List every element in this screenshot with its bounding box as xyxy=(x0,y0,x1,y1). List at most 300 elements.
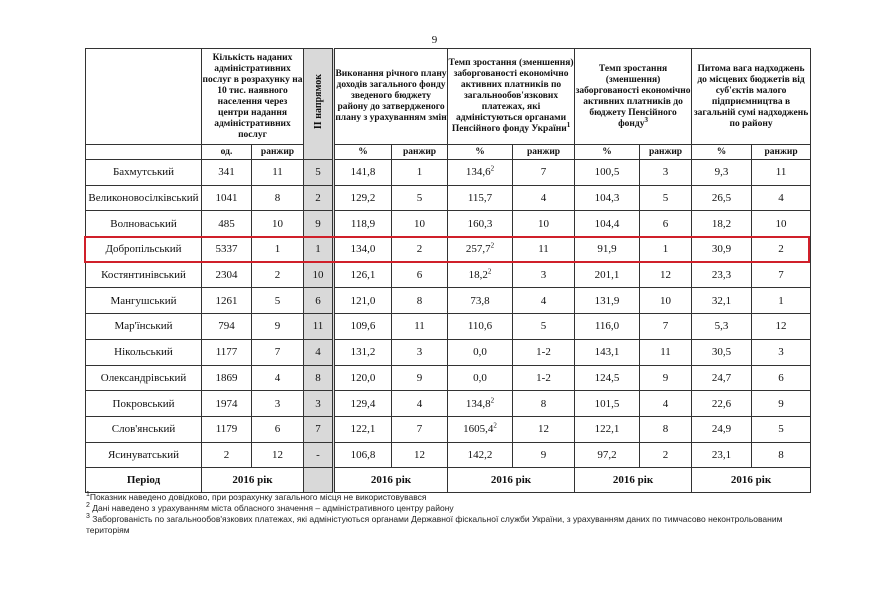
debt-fund-rank xyxy=(640,442,692,468)
small-business-rank-value: 8 xyxy=(778,448,784,461)
debt-admin-rank-value: 10 xyxy=(538,217,550,230)
services-rank xyxy=(252,416,304,442)
debt-admin-pct-sup: 2 xyxy=(490,241,495,250)
budget-plan-pct xyxy=(334,339,392,365)
services-count xyxy=(202,391,252,417)
budget-plan-pct-value: 120,0 xyxy=(350,371,376,384)
subheader-rank-2: ранжир xyxy=(392,145,448,160)
services-rank-value: 10 xyxy=(272,217,283,230)
small-business-rank xyxy=(752,442,811,468)
debt-admin-rank-value: 4 xyxy=(540,192,547,205)
services-count xyxy=(202,314,252,340)
debt-fund-rank-value: 5 xyxy=(662,192,669,205)
debt-admin-pct-value: 115,7 xyxy=(467,192,493,205)
district-name xyxy=(86,442,202,468)
services-count-value: 485 xyxy=(218,217,235,230)
services-rank-value: 1 xyxy=(274,243,281,256)
debt-fund-pct-value: 97,2 xyxy=(597,448,617,461)
table-row xyxy=(86,160,811,186)
district-name-value: Слов'янський xyxy=(111,423,176,436)
debt-fund-rank xyxy=(640,262,692,288)
services-rank xyxy=(252,237,304,263)
district-name-value: Добропільський xyxy=(105,243,182,256)
debt-admin-rank xyxy=(513,288,575,314)
district-name-value: Нікольський xyxy=(114,346,173,359)
debt-admin-rank-value: 4 xyxy=(540,294,547,307)
header-budget-plan: Виконання річного плану доходів загального фонду зведеного бюджету району до затвердженого плану з урахуванням змін xyxy=(334,49,448,145)
debt-fund-pct xyxy=(575,391,640,417)
debt-fund-rank xyxy=(640,160,692,186)
services-count-value: 1177 xyxy=(215,346,238,359)
services-rank xyxy=(252,391,304,417)
debt-fund-pct xyxy=(575,314,640,340)
subheader-blank xyxy=(86,145,202,160)
debt-fund-pct-value: 104,3 xyxy=(594,192,620,205)
debt-admin-pct-value: 0,0 xyxy=(473,346,487,359)
debt-fund-pct-value: 101,5 xyxy=(594,397,620,410)
small-business-rank xyxy=(752,365,811,391)
direction-rank xyxy=(304,339,334,365)
services-count-value: 1869 xyxy=(215,371,238,384)
small-business-pct xyxy=(692,262,752,288)
period-year-5: 2016 рік xyxy=(692,468,811,493)
small-business-rank-value: 3 xyxy=(778,346,784,359)
services-rank xyxy=(252,211,304,237)
debt-fund-rank-value: 7 xyxy=(662,320,669,333)
table-row xyxy=(86,365,811,391)
budget-plan-pct xyxy=(334,416,392,442)
subheader-od: од. xyxy=(202,145,252,160)
direction-rank-value: 1 xyxy=(315,243,321,256)
period-year-3: 2016 рік xyxy=(448,468,575,493)
debt-fund-rank-value: 3 xyxy=(662,166,669,179)
services-rank-value: 2 xyxy=(274,269,281,282)
header-debt-pension-admin-sup: 1 xyxy=(566,120,571,129)
debt-fund-pct xyxy=(575,339,640,365)
debt-fund-pct xyxy=(575,160,640,186)
table-row xyxy=(86,339,811,365)
services-count xyxy=(202,339,252,365)
budget-plan-rank xyxy=(392,391,448,417)
small-business-pct xyxy=(692,416,752,442)
footnote-3-mark: 3 xyxy=(86,513,90,521)
debt-admin-pct xyxy=(448,211,513,237)
table-row xyxy=(86,391,811,417)
services-count xyxy=(202,416,252,442)
small-business-pct xyxy=(692,442,752,468)
budget-plan-pct-value: 134,0 xyxy=(350,243,376,256)
services-rank-value: 5 xyxy=(274,294,281,307)
debt-fund-pct-value: 104,4 xyxy=(594,217,620,230)
small-business-rank xyxy=(752,185,811,211)
debt-fund-rank xyxy=(640,339,692,365)
small-business-rank-value: 7 xyxy=(778,269,784,282)
small-business-rank xyxy=(752,339,811,365)
small-business-rank-value: 4 xyxy=(778,192,784,205)
district-name-value: Олександрівський xyxy=(100,371,187,384)
table-row xyxy=(86,211,811,237)
debt-fund-pct-value: 124,5 xyxy=(594,371,620,384)
services-count xyxy=(202,442,252,468)
ranking-table xyxy=(85,48,811,493)
debt-fund-rank xyxy=(640,288,692,314)
page-number: 9 xyxy=(431,34,438,46)
subheader-pct-3: % xyxy=(575,145,640,160)
small-business-pct xyxy=(692,160,752,186)
budget-plan-pct-value: 109,6 xyxy=(350,320,376,333)
budget-plan-pct-value: 129,2 xyxy=(350,192,376,205)
debt-admin-rank-value: 5 xyxy=(540,320,547,333)
debt-admin-rank xyxy=(513,416,575,442)
debt-admin-pct xyxy=(448,339,513,365)
district-name xyxy=(86,391,202,417)
header-blank xyxy=(86,49,202,145)
header-admin-services: Кількість наданих адміністративних послуг в розрахунку на 10 тис. наявного населення через центри надання адміністративних послуг xyxy=(202,49,304,145)
footnote-2-text: Дані наведено з урахуванням міста обласного значення – адміністративного центру району xyxy=(92,503,454,513)
small-business-rank-value: 2 xyxy=(778,243,784,256)
debt-admin-rank xyxy=(513,185,575,211)
budget-plan-pct xyxy=(334,160,392,186)
district-name xyxy=(86,262,202,288)
district-name-value: Мангушський xyxy=(110,294,177,307)
debt-fund-rank xyxy=(640,314,692,340)
budget-plan-pct-value: 129,4 xyxy=(350,397,376,410)
budget-plan-rank xyxy=(392,211,448,237)
budget-plan-rank-value: 2 xyxy=(416,243,423,256)
debt-admin-pct-sup: 2 xyxy=(490,395,495,404)
budget-plan-pct-value: 141,8 xyxy=(350,166,376,179)
debt-admin-pct-value: 18,2 xyxy=(468,269,488,282)
services-rank xyxy=(252,288,304,314)
debt-fund-pct xyxy=(575,365,640,391)
district-name-value: Костянтинівський xyxy=(101,269,186,282)
district-name xyxy=(86,365,202,391)
small-business-rank xyxy=(752,211,811,237)
debt-admin-rank xyxy=(513,237,575,263)
subheader-rank-5: ранжир xyxy=(752,145,811,160)
budget-plan-pct xyxy=(334,442,392,468)
district-name-value: Покровський xyxy=(112,397,175,410)
small-business-rank xyxy=(752,237,811,263)
period-direction-cell xyxy=(304,468,334,493)
debt-admin-rank-value: 8 xyxy=(540,397,547,410)
services-rank xyxy=(252,314,304,340)
services-count-value: 794 xyxy=(218,320,235,333)
subheader-rank-4: ранжир xyxy=(640,145,692,160)
debt-admin-rank-value: 11 xyxy=(538,243,549,256)
subheader-rank-3: ранжир xyxy=(513,145,575,160)
table-row xyxy=(86,442,811,468)
services-count xyxy=(202,288,252,314)
district-name xyxy=(86,314,202,340)
services-count-value: 2 xyxy=(223,448,230,461)
small-business-pct-value: 22,6 xyxy=(711,397,732,410)
direction-rank-value: - xyxy=(316,448,320,461)
direction-2-label: ІІ напрямок xyxy=(312,74,324,130)
budget-plan-pct xyxy=(334,262,392,288)
header-small-business-share: Питома вага надходжень до місцевих бюджетів від суб'єктів малого підприємництва в загальній сумі надходжень по району xyxy=(692,49,811,145)
debt-fund-rank-value: 12 xyxy=(660,269,672,282)
debt-fund-pct xyxy=(575,288,640,314)
budget-plan-pct xyxy=(334,288,392,314)
direction-rank xyxy=(304,288,334,314)
table-row xyxy=(86,314,811,340)
budget-plan-rank-value: 1 xyxy=(416,166,423,179)
budget-plan-pct-value: 122,1 xyxy=(350,423,376,436)
small-business-pct xyxy=(692,211,752,237)
budget-plan-rank xyxy=(392,185,448,211)
debt-fund-pct xyxy=(575,262,640,288)
direction-rank xyxy=(304,365,334,391)
small-business-pct-value: 26,5 xyxy=(711,192,732,205)
small-business-rank-value: 1 xyxy=(778,294,784,307)
debt-admin-pct xyxy=(448,391,513,417)
district-name-value: Мар'їнський xyxy=(114,320,173,333)
budget-plan-pct-value: 126,1 xyxy=(350,269,376,282)
services-rank-value: 12 xyxy=(272,448,283,461)
budget-plan-pct xyxy=(334,185,392,211)
direction-rank-value: 3 xyxy=(315,397,321,410)
debt-admin-pct-value: 134,8 xyxy=(465,397,491,410)
debt-admin-rank xyxy=(513,391,575,417)
direction-rank xyxy=(304,262,334,288)
debt-fund-pct-value: 201,1 xyxy=(594,269,620,282)
debt-admin-pct xyxy=(448,262,513,288)
services-count xyxy=(202,237,252,263)
footnote-3-text: Заборгованість по загальнообов'язкових платежах, які адміністуються органами Державної фіскальної служби України, з урахуванням даних по тимчасово неконтрольованим територіям xyxy=(86,514,783,535)
table-row xyxy=(86,288,811,314)
debt-fund-rank xyxy=(640,211,692,237)
debt-fund-pct-value: 122,1 xyxy=(594,423,620,436)
district-name xyxy=(86,288,202,314)
budget-plan-pct-value: 118,9 xyxy=(350,217,376,230)
debt-fund-rank xyxy=(640,391,692,417)
budget-plan-rank-value: 11 xyxy=(414,320,425,333)
services-count xyxy=(202,211,252,237)
budget-plan-rank-value: 10 xyxy=(414,217,426,230)
debt-fund-rank-value: 1 xyxy=(662,243,669,256)
district-name-value: Ясинуватський xyxy=(107,448,180,461)
district-name-value: Волноваський xyxy=(110,217,177,230)
services-count-value: 1041 xyxy=(215,192,238,205)
small-business-rank xyxy=(752,416,811,442)
district-name-value: Бахмутський xyxy=(112,166,175,179)
direction-rank-value: 10 xyxy=(312,269,324,282)
header-direction-2 xyxy=(304,49,334,160)
debt-admin-rank xyxy=(513,365,575,391)
services-count-value: 341 xyxy=(218,166,235,179)
direction-rank xyxy=(304,160,334,186)
table-body xyxy=(86,160,811,468)
direction-rank-value: 7 xyxy=(315,423,321,436)
budget-plan-rank-value: 7 xyxy=(416,423,423,436)
debt-admin-pct xyxy=(448,365,513,391)
small-business-pct xyxy=(692,314,752,340)
small-business-pct-value: 23,3 xyxy=(711,269,732,282)
header-debt-pension-admin xyxy=(448,49,575,145)
debt-admin-pct-value: 1605,4 xyxy=(463,423,494,436)
footnotes xyxy=(86,492,806,536)
services-count-value: 1261 xyxy=(215,294,238,307)
debt-fund-pct-value: 100,5 xyxy=(594,166,620,179)
district-name xyxy=(86,237,202,263)
services-rank xyxy=(252,365,304,391)
district-name-value: Великоновосілківський xyxy=(88,192,199,205)
debt-admin-pct xyxy=(448,288,513,314)
header-debt-pension-fund-text: Темп зростання (зменшення) заборгованості економічно активних платників до бюджету Пенсійного фонду xyxy=(575,63,691,129)
district-name xyxy=(86,185,202,211)
small-business-pct-value: 30,5 xyxy=(711,346,732,359)
services-rank-value: 4 xyxy=(274,371,281,384)
district-name xyxy=(86,339,202,365)
services-rank-value: 6 xyxy=(274,423,281,436)
small-business-pct xyxy=(692,288,752,314)
small-business-rank-value: 10 xyxy=(775,217,787,230)
period-year-1: 2016 рік xyxy=(202,468,304,493)
budget-plan-rank-value: 3 xyxy=(416,346,423,359)
budget-plan-rank xyxy=(392,442,448,468)
direction-rank-value: 4 xyxy=(315,346,321,359)
budget-plan-pct xyxy=(334,314,392,340)
debt-admin-pct-value: 110,6 xyxy=(467,320,493,333)
small-business-pct-value: 5,3 xyxy=(714,320,729,333)
debt-fund-pct xyxy=(575,237,640,263)
district-name xyxy=(86,160,202,186)
budget-plan-rank xyxy=(392,365,448,391)
budget-plan-pct-value: 121,0 xyxy=(350,294,376,307)
budget-plan-rank xyxy=(392,416,448,442)
debt-admin-pct-sup: 2 xyxy=(487,267,492,276)
debt-admin-rank xyxy=(513,339,575,365)
direction-rank-value: 9 xyxy=(315,217,321,230)
subheader-pct-1: % xyxy=(334,145,392,160)
services-rank xyxy=(252,262,304,288)
footnote-1-text: Показник наведено довідково, при розрахунку загального місця не використовувався xyxy=(89,492,427,502)
debt-admin-pct xyxy=(448,442,513,468)
footnote-2 xyxy=(86,503,806,514)
header-debt-pension-fund-sup: 3 xyxy=(644,115,648,124)
direction-rank xyxy=(304,442,334,468)
budget-plan-pct xyxy=(334,237,392,263)
budget-plan-pct xyxy=(334,391,392,417)
budget-plan-rank-value: 8 xyxy=(416,294,423,307)
small-business-rank-value: 5 xyxy=(778,423,784,436)
debt-fund-rank-value: 10 xyxy=(660,294,672,307)
direction-rank xyxy=(304,416,334,442)
debt-fund-rank-value: 9 xyxy=(662,371,669,384)
debt-admin-rank xyxy=(513,314,575,340)
debt-admin-rank xyxy=(513,262,575,288)
budget-plan-rank xyxy=(392,288,448,314)
debt-admin-rank-value: 12 xyxy=(538,423,550,436)
direction-rank xyxy=(304,237,334,263)
debt-fund-pct xyxy=(575,185,640,211)
direction-rank-value: 11 xyxy=(312,320,324,333)
debt-fund-rank-value: 6 xyxy=(662,217,669,230)
small-business-rank-value: 11 xyxy=(775,166,787,179)
district-name xyxy=(86,416,202,442)
budget-plan-rank-value: 6 xyxy=(416,269,423,282)
small-business-rank xyxy=(752,288,811,314)
debt-admin-pct-sup: 2 xyxy=(493,421,497,430)
footnote-2-mark: 2 xyxy=(86,502,90,510)
debt-fund-pct xyxy=(575,416,640,442)
footnote-1 xyxy=(86,492,806,503)
debt-admin-pct-value: 73,8 xyxy=(470,294,490,307)
budget-plan-rank xyxy=(392,160,448,186)
budget-plan-rank xyxy=(392,262,448,288)
table-row xyxy=(86,262,811,288)
debt-admin-rank-value: 1-2 xyxy=(536,371,551,384)
table-row xyxy=(86,237,811,263)
small-business-pct xyxy=(692,185,752,211)
debt-fund-pct-value: 131,9 xyxy=(594,294,620,307)
small-business-rank-value: 12 xyxy=(775,320,787,333)
budget-plan-rank-value: 9 xyxy=(416,371,423,384)
debt-admin-pct-value: 134,6 xyxy=(465,166,491,179)
services-count xyxy=(202,160,252,186)
debt-fund-rank xyxy=(640,237,692,263)
budget-plan-rank xyxy=(392,339,448,365)
budget-plan-rank-value: 5 xyxy=(416,192,423,205)
debt-fund-pct-value: 116,0 xyxy=(594,320,620,333)
table-row xyxy=(86,416,811,442)
small-business-pct xyxy=(692,391,752,417)
services-count xyxy=(202,262,252,288)
debt-admin-rank-value: 3 xyxy=(540,269,547,282)
table-row xyxy=(86,185,811,211)
debt-fund-rank-value: 11 xyxy=(660,346,671,359)
debt-fund-rank xyxy=(640,365,692,391)
debt-fund-rank-value: 2 xyxy=(662,448,669,461)
direction-rank-value: 2 xyxy=(315,192,321,205)
debt-fund-pct xyxy=(575,442,640,468)
direction-rank-value: 6 xyxy=(315,294,321,307)
small-business-pct-value: 32,1 xyxy=(711,294,732,307)
small-business-pct xyxy=(692,237,752,263)
small-business-rank xyxy=(752,160,811,186)
direction-rank xyxy=(304,314,334,340)
small-business-pct-value: 18,2 xyxy=(711,217,732,230)
debt-admin-pct-sup: 2 xyxy=(490,164,495,173)
debt-admin-rank-value: 7 xyxy=(540,166,547,179)
small-business-rank-value: 6 xyxy=(778,371,784,384)
budget-plan-rank xyxy=(392,237,448,263)
services-count-value: 5337 xyxy=(215,243,238,256)
budget-plan-pct xyxy=(334,211,392,237)
services-count-value: 2304 xyxy=(215,269,238,282)
debt-admin-rank xyxy=(513,160,575,186)
debt-admin-rank xyxy=(513,211,575,237)
subheader-pct-4: % xyxy=(692,145,752,160)
debt-fund-pct-value: 91,9 xyxy=(597,243,617,256)
small-business-rank xyxy=(752,391,811,417)
services-rank-value: 11 xyxy=(272,166,283,179)
services-rank xyxy=(252,339,304,365)
debt-admin-pct-value: 257,7 xyxy=(465,243,491,256)
direction-rank xyxy=(304,211,334,237)
direction-rank xyxy=(304,391,334,417)
direction-rank xyxy=(304,185,334,211)
debt-admin-pct xyxy=(448,237,513,263)
debt-admin-rank-value: 1-2 xyxy=(536,346,551,359)
period-year-4: 2016 рік xyxy=(575,468,692,493)
services-rank-value: 8 xyxy=(274,192,281,205)
budget-plan-rank-value: 12 xyxy=(414,448,426,461)
services-rank-value: 7 xyxy=(274,346,281,359)
budget-plan-pct-value: 106,8 xyxy=(350,448,376,461)
header-debt-pension-admin-text: Темп зростання (зменшення) заборгованості економічно активних платників по загальнообов'язкових платежах, які адміністуються органами Пенсійного фонду України xyxy=(448,58,574,134)
